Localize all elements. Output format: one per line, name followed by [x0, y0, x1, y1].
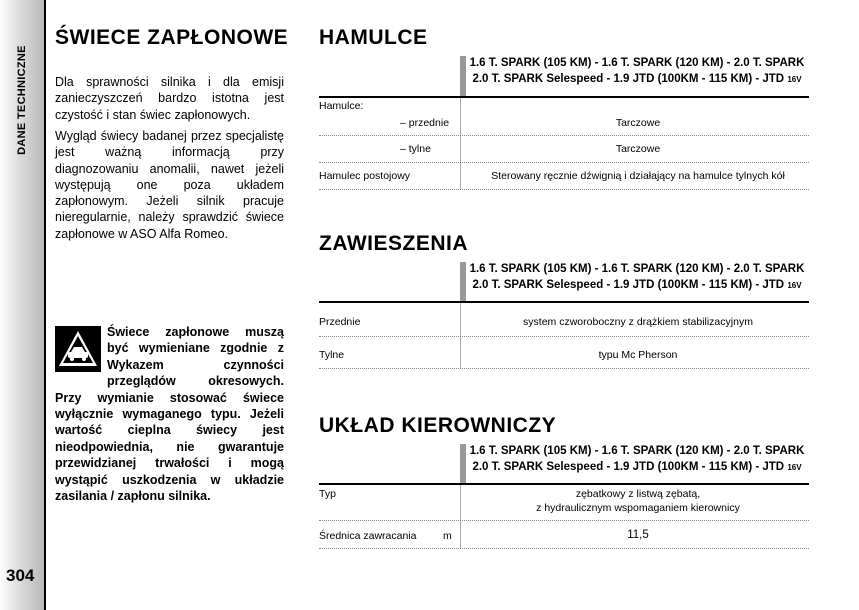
turning-diameter-label: Średnica zawracania — [319, 530, 417, 542]
column-separator — [460, 485, 461, 549]
row-divider — [319, 189, 809, 190]
row-divider — [319, 548, 809, 549]
turning-diameter-unit: m — [443, 530, 452, 542]
spark-plugs-title: ŚWIECE ZAPŁONOWE — [55, 26, 289, 49]
paragraph-1: Dla sprawności silnika i dla emisji zanieczyszczeń bardzo istotna jest czystość i stan świec zapłonowych. — [55, 75, 284, 122]
row-divider — [319, 135, 809, 136]
sidebar-divider — [44, 0, 46, 610]
front-suspension-value: system czworoboczny z drążkiem stabilizacyjnym — [523, 316, 753, 328]
rear-suspension-label: Tylne — [319, 349, 345, 361]
header-bar — [460, 444, 466, 484]
rear-brakes-value: Tarczowe — [615, 143, 661, 155]
steering-type-value-line-1: zębatkowy z listwą zębatą, — [575, 488, 701, 500]
rear-brakes-label: – tylne — [400, 143, 431, 155]
front-brakes-value: Tarczowe — [615, 117, 661, 129]
sidebar — [0, 0, 44, 610]
turning-diameter-value: 11,5 — [627, 529, 649, 541]
steering-type-value-line-2: z hydraulicznym wspomaganiem kierownicy — [536, 502, 740, 514]
row-divider — [319, 368, 809, 369]
front-brakes-label: – przednie — [400, 117, 450, 129]
row-divider — [319, 520, 809, 521]
parking-brake-value: Sterowany ręcznie dźwignią i działający na hamulce tylnych kół — [491, 170, 785, 182]
table-rule — [319, 301, 809, 303]
header-bar — [460, 56, 466, 96]
front-suspension-label: Przednie — [319, 316, 361, 328]
column-separator — [460, 98, 461, 190]
steering-title: UKŁAD KIEROWNICZY — [319, 414, 557, 437]
row-divider — [319, 162, 809, 163]
parking-brake-label: Hamulec postojowy — [319, 170, 411, 182]
suspension-title: ZAWIESZENIA — [319, 232, 469, 255]
models-header-line-2: 2.0 T. SPARK Selespeed - 1.9 JTD (100KM - 115 KM) - JTD 16V — [472, 279, 802, 291]
models-header-line-2: 2.0 T. SPARK Selespeed - 1.9 JTD (100KM - 115 KM) - JTD 16V — [472, 461, 802, 473]
steering-type-label: Typ — [319, 488, 336, 500]
models-header-line-1: 1.6 T. SPARK (105 KM) - 1.6 T. SPARK (120 KM) - 2.0 T. SPARK — [469, 263, 805, 275]
warning-text-block — [55, 324, 284, 504]
section-label: DANE TECHNICZNE — [16, 45, 28, 155]
paragraph-2: Wygląd świecy badanej przez specjalistę jest ważną informacją przy diagnozowaniu anomalii, nawet jeżeli występują one poza układem zapłonowym. Jeżeli silnik pracuje nieregularnie, należy sprawdzić świece zapłonowe w ASO Alfa Romeo. — [55, 129, 284, 241]
table-rule — [319, 96, 809, 98]
table-rule — [319, 483, 809, 485]
models-header-line-1: 1.6 T. SPARK (105 KM) - 1.6 T. SPARK (120 KM) - 2.0 T. SPARK — [469, 445, 805, 457]
brakes-group-label: Hamulce: — [319, 100, 364, 112]
row-divider — [319, 336, 809, 337]
brakes-title: HAMULCE — [319, 26, 428, 49]
models-header-line-1: 1.6 T. SPARK (105 KM) - 1.6 T. SPARK (120 KM) - 2.0 T. SPARK — [469, 57, 805, 69]
page-number: 304 — [6, 566, 35, 585]
rear-suspension-value: typu Mc Pherson — [598, 349, 678, 361]
header-bar — [460, 262, 466, 302]
warning-text: Świece zapłonowe muszą być wymieniane zgodnie z Wykazem czynności przeglądów okresowych. Przy wymianie stosować świece wyłącznie wymaganego typu. Jeżeli wartość cieplna świecy jest nieodpowiednia, nie gwarantuje przewidzianej trwałości i mogą wystąpić uszkodzenia w układzie zasilania / zapłonu silnika. — [55, 325, 284, 504]
models-header-line-2: 2.0 T. SPARK Selespeed - 1.9 JTD (100KM - 115 KM) - JTD 16V — [472, 73, 802, 85]
